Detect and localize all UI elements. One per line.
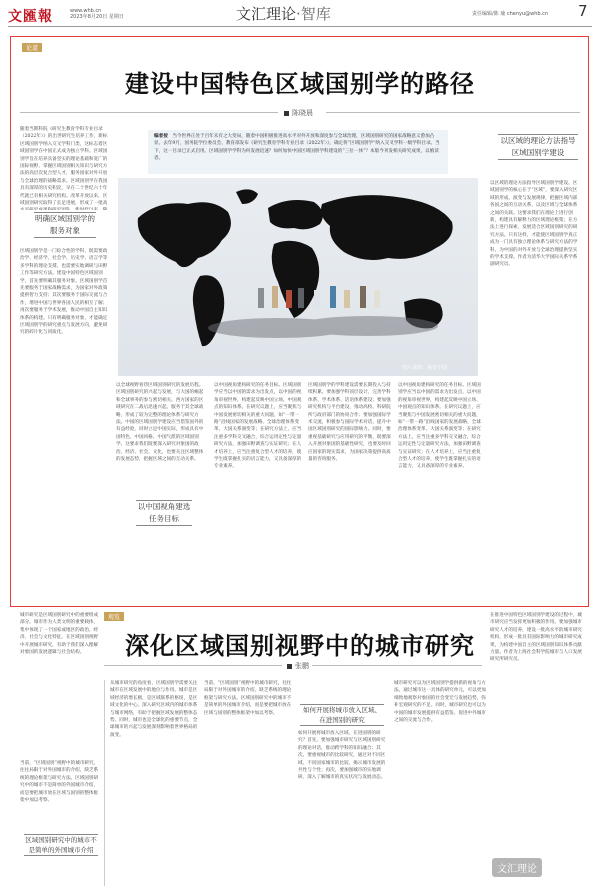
author-marker-icon xyxy=(284,111,289,116)
site-url: www.whb.cn xyxy=(70,8,102,14)
title-rule-right xyxy=(326,112,580,113)
article1-column-3: 以中国视角建构研究的任务目标。区域国别学应当以中国的需求为出发点，以中国的视角审视世界，构建起反映中国立场、中国观点的知识体系。在研究议题上，应当聚焦与中国发展密切相关的重大问题，如“一带一路”沿线国家的发展战略、全球治理体系变革、大国关系演变等；在研究方法上，应当注重多学科交叉融合，综合运用定性与定量研究方法，加强田野调查与实证研究；在人才培养上，应当注重复合型人才的培养，使学生既掌握扎实的语言能力，又具备深厚的专业素养。 xyxy=(214,383,302,470)
article2-title[interactable]: 深化区域国别视野中的城市研究 xyxy=(125,632,475,660)
editor-credit: 责任编辑/陈 瑜 chenyu@whb.cn xyxy=(472,11,549,17)
editor-note-text: 编者按 当今世界正处于百年未有之大变局，随着中国积极推进高水平对外开放和深度参与全球治理，区域国别研究的国家战略意义愈加凸显。去年9月，国务院学位委员会、教育部发布《研究生教育学科专业目录（2022年）》，确定将“区域国别学”纳入交叉学科一级学科目录。当下，这一目录已正式启用。区域国别学学科为何发展迅速？如何加快中国区域国别学科建设的“三位一体”？本版今刊发相关研究成果，以飨读者。 xyxy=(154,134,440,162)
column-divider xyxy=(104,680,105,886)
article2-subheading-mid: 如何开展将城市放入区域、在进国别的研究 xyxy=(300,704,384,726)
article1-subheading-right: 以区域的理论方法指导区域国别学建设 xyxy=(498,134,578,160)
section-subname: ·智库 xyxy=(296,5,331,23)
title2-rule-left xyxy=(104,665,282,666)
issue-date: 2023年8月20日 星期日 xyxy=(70,14,124,20)
section-title xyxy=(236,3,331,24)
title2-rule-right xyxy=(312,665,482,666)
article1-tag: 论道 xyxy=(22,43,42,52)
photo-credit: 图片来源：视觉中国 xyxy=(402,365,448,371)
section-name: 文汇理论 xyxy=(236,5,297,23)
article1-column-1: 随着当期科院《研究生教育学科专业目录（2022年）》的出世研究生培养工作，新标区域国别学纳入交叉学科门类，这标志着区域国别学在中国正式成为独立学科。区域国别学旨在培养具备坚实的理论基础和宽广的国际视野、掌握区域国别相关知识与研究方法的高层次复合型人才，服务国家对外开放与全球治理的战略需求。区域国别学在我国具有深厚的历史积淀，早在二十世纪六十年代就已有相关研究机构。改革开放以来，区域国别研究取得了长足进展，形成了一批高 xyxy=(20,127,108,207)
article1-column-3b: 区域国别学的学科建设需要长期投入与持续积累。要加强学科顶层设计，完善学科体系、学术体系、话语体系建设；要加强研究机构与平台建设，推动高校、科研院所与政府部门的协同合作；要加强国际学术交流，积极参与国际学术对话，提升中国区域国别研究的国际影响力。同时，要重视基础研究与应用研究的平衡，既要深入开展对象国的基础性研究，也要及时回应国家的现实需求，为国家决策提供高质量的咨询服务。 xyxy=(308,383,391,463)
wechat-watermark: 文汇理论 xyxy=(492,858,542,877)
article2-author: 张鹏 xyxy=(287,661,309,671)
article2-subheading-left: 区域国别研究中的城市不是简单的外国城市介绍 xyxy=(25,836,97,854)
article1-subheading-left: 明确区域国别学的服务对象 xyxy=(34,212,96,238)
article2-column-1: 城市研究是区域国别研究中的重要组成部分。城市作为人类文明的重要载体，集中体现了一个国家或地区的政治、经济、社会与文化特征。在区域国别视野中开展城市研究，有助于我们深入理解对象国的发展逻辑与社会结构。 xyxy=(20,613,99,656)
article1-author: 陈晓晨 xyxy=(284,108,313,118)
world-map-photo xyxy=(118,178,478,376)
article2-column-1b: 当前，“区域国别”视野中的城市研究，往往局限于对外国城市的介绍，缺乏系统的理论框架与研究方法。区域国别研究中的城市不是简单的外国城市介绍，而是要把城市放在区域与国别的整体框架中加以考察。 xyxy=(20,761,99,804)
header-divider xyxy=(8,26,592,27)
article2-column-5: 在推进中国特色区域国别学建设的过程中，城市研究应当发挥更加积极的作用。要加强城市研究人才的培养，建设一批高水平的城市研究机构，形成一批具有国际影响力的城市研究成果，为构建中国自主的区域国别知识体系贡献力量。作者为上海社会科学院城市与人口发展研究所研究员。 xyxy=(490,613,582,663)
page-number: 7 xyxy=(578,2,588,20)
article2-tag: 观览 xyxy=(104,612,124,621)
people-walking-group xyxy=(258,286,380,308)
article1-column-2: 以全球视野看待区域国别研究的发展历程。区域国别研究的兴起与发展，与大国的崛起和全球事务的参与密切相关。西方国家的区域研究在二战后迅速兴起，服务于其全球战略，形成了较为完整的理论体系与研究方法。中国的区域国别学建设应当借鉴国外的有益经验，同时立足中国实际，形成具有中国特色、中国风格、中国气派的区域国别学。这要求我们既要深入研究对象国的政治、经济、社会、文化，也要关注区域整体的发展态势，把握区域之间的互动关系。 xyxy=(116,383,204,463)
editor-note-box xyxy=(148,130,448,174)
title-rule-left xyxy=(20,112,278,113)
article1-title[interactable]: 建设中国特色区域国别学的路径 xyxy=(125,70,475,98)
world-map-illustration xyxy=(118,178,478,376)
issue-meta xyxy=(70,8,124,20)
article1-subheading-mid: 以中国视角建选任务目标 xyxy=(136,500,192,526)
article2-column-3b: 如何开展将城市放入区域、在进国别的研究？首先，要加强城市研究与区域国别研究的理论对话，推动跨学科的知识融合；其次，要重视城市的比较研究，通过对不同区域、不同国家城市的比较，揭示城市发展的共性与个性；再次，要加强城市的实地调研，深入了解城市的真实状况与发展动态。 xyxy=(298,731,386,781)
article1-column-5: 以区域的理论方法指导区域国别学建设。区域国别学的核心在于“区域”，要深入研究区域的形成、演变与发展规律，把握区域内部各国之间的互动关系，以及区域与全球体系之间的关联。这要求我们在理论上进行创新，构建具有解释力的区域理论框架；在方法上进行探索，发展适合区域国别研究的研究方法。只有这样，才能使区域国别学真正成为一门具有独立理论体系与研究方法的学科，为中国的对外开放与全球治理提供坚实的学术支撑。作者为清华大学国际关系学系副研究员。 xyxy=(490,181,578,268)
newspaper-logo: 文匯報 xyxy=(8,9,53,25)
author2-marker-icon xyxy=(287,664,292,669)
article1-column-1b: 区域国别学是一门综合性的学科，既需要政治学、经济学、社会学、历史学、语言学等多学科的理论支撑，也需要实地调研与田野工作等研究方法。建设中国特色区域国别学，首先要明确其服务对象。区域国别学首先要服务于国家战略需求，为国家对外政策提供智力支持；其次要服务于国际交流与合作，增进中国与世界各国人民的相互了解；再次要服务于学术发展，推动中国自主知识体系的构建。只有明确服务对象，才能确定区域国别学的研究重点与发展方向，避免研究的碎片化与同质化。 xyxy=(20,249,108,336)
article2-column-4: 城市研究可以为区域国别学提供新的视角与方法。通过城市这一具体的研究单元，可以更加细致地观察对象国的社会变迁与发展趋势，弥补宏观研究的不足。同时，城市研究也可以为中国的城市发展提供有益借鉴，促进中外城市之间的交流与合作。 xyxy=(394,681,486,724)
article1-column-4: 以中国视角建构研究的任务目标。区域国别学应当以中国的需求为出发点，以中国的视角审视世界，构建起反映中国立场、中国观点的知识体系。在研究议题上，应当聚焦与中国发展密切相关的重大问题，如“一带一路”沿线国家的发展战略、全球治理体系变革、大国关系演变等；在研究方法上，应当注重多学科交叉融合，综合运用定性与定量研究方法，加强田野调查与实证研究；在人才培养上，应当注重复合型人才的培养，使学生既掌握扎实的语言能力，又具备深厚的专业素养。 xyxy=(398,383,481,470)
article2-column-2: 从城市研究的角度看，区域国别学需要关注城市在区域发展中的地位与作用。城市是区域经济的增长极，是区域联系的枢纽，是区域文化的中心。深入研究区域内的城市体系与城市网络，有助于把握区域发展的整体态势。同时，城市也是全球化的重要节点，全球城市的兴起与发展深刻影响着世界格局的演变。 xyxy=(110,681,198,738)
editor-note-label: 编者按 xyxy=(154,134,168,139)
article2-column-3: 当前，“区域国别”视野中的城市研究，往往局限于对外国城市的介绍，缺乏系统的理论框架与研究方法。区域国别研究中的城市不是简单的外国城市介绍，而是要把城市放在区域与国别的整体框架中加以考察。 xyxy=(204,681,292,716)
